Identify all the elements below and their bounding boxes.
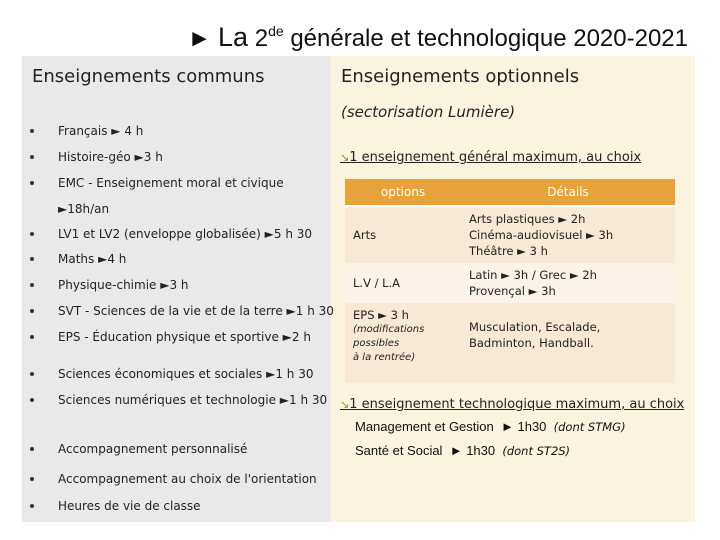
title-num: 2 <box>254 25 269 52</box>
bullet-icon <box>30 335 34 339</box>
techno-option: Santé et Social ► 1h30 (dont ST2S) <box>355 443 571 458</box>
bullet-icon <box>30 181 34 185</box>
bullet-icon <box>30 283 34 287</box>
page-title <box>0 22 720 53</box>
list-item-continuation: ►18h/an <box>58 202 110 216</box>
bullet-icon <box>30 309 34 313</box>
common-heading: Enseignements communs <box>32 66 265 87</box>
title-sup: de <box>268 23 284 39</box>
table-row <box>345 263 675 303</box>
option-cell: L.V / L.A <box>345 263 461 303</box>
title-rest: générale et technologique 2020-2021 <box>290 25 688 52</box>
bullet-icon <box>30 504 34 508</box>
table-header-details: Détails <box>461 179 675 206</box>
bullet-icon <box>30 477 34 481</box>
table-row <box>345 303 675 383</box>
bullet-icon <box>30 372 34 376</box>
techno-option: Management et Gestion ► 1h30 (dont STMG) <box>355 419 626 434</box>
details-cell: Musculation, Escalade, Badminton, Handball. <box>461 303 675 383</box>
bullet-icon <box>30 232 34 236</box>
details-cell: Latin ► 3h / Grec ► 2h Provençal ► 3h <box>461 263 675 303</box>
general-choice-line: ↘1 enseignement général maximum, au choix <box>340 150 642 165</box>
option-cell: Arts <box>345 206 461 263</box>
title-la: La <box>218 22 249 52</box>
bullet-icon <box>30 129 34 133</box>
bullet-icon <box>30 447 34 451</box>
bullet-icon <box>30 398 34 402</box>
techno-choice-line: ↘1 enseignement technologique maximum, au choix <box>340 397 685 412</box>
table-header-options: options <box>345 179 461 206</box>
arrow-icon: ↘ <box>340 398 350 411</box>
arrow-icon: ↘ <box>340 151 350 164</box>
bullet-icon <box>30 257 34 261</box>
bullet-icon <box>30 155 34 159</box>
sectorisation-subheading: (sectorisation Lumière) <box>341 103 516 121</box>
option-cell: EPS ► 3 h (modifications possibles à la rentrée) <box>345 303 461 383</box>
details-cell: Arts plastiques ► 2h Cinéma-audiovisuel ► 3h Théâtre ► 3 h <box>461 206 675 263</box>
table-row <box>345 206 675 263</box>
title-arrow: ► <box>187 25 212 52</box>
optional-heading: Enseignements optionnels <box>341 66 580 87</box>
options-table <box>345 179 675 383</box>
